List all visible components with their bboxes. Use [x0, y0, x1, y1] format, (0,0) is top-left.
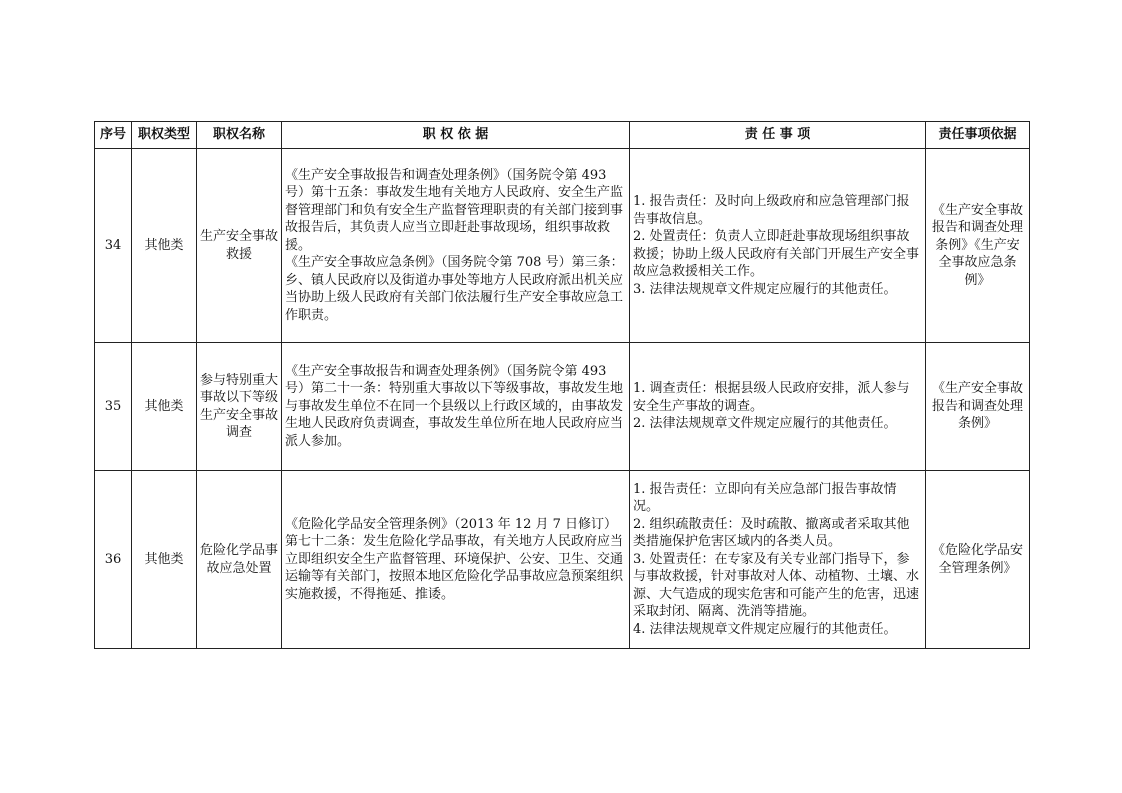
- header-name: 职权名称: [197, 122, 282, 149]
- basis-paragraph: 《生产安全事故报告和调查处理条例》（国务院令第 493 号）第二十一条：特别重大事故以下等级事故，事故发生地与事故发生单位不在同一个县级以上行政区域的，由事故发生地人民政府负责调查，事故发生单位所在地人民政府应当派人参加。: [285, 363, 624, 449]
- header-type: 职权类型: [132, 122, 197, 149]
- header-duty-basis: 责任事项依据: [926, 122, 1030, 149]
- basis-paragraph: 《生产安全事故报告和调查处理条例》（国务院令第 493 号）第十五条：事故发生地有关地方人民政府、安全生产监督管理部门和负有安全生产监督管理职责的有关部门接到事故报告后，其负责人应当立即赶赴事故现场，组织事故救援。: [285, 167, 624, 253]
- duty-item: 1. 报告责任：立即向有关应急部门报告事故情况。: [633, 481, 897, 515]
- duty-item: 2. 法律法规规章文件规定应履行的其他责任。: [633, 416, 897, 432]
- basis-paragraph: 《生产安全事故应急条例》（国务院令第 708 号）第三条：乡、镇人民政府以及街道办事处等地方人民政府派出机关应当协助上级人民政府有关部门依法履行生产安全事故应急工作职责。: [285, 255, 624, 323]
- row-seq: 36: [95, 471, 132, 649]
- row-name: 生产安全事故救援: [197, 149, 282, 343]
- authority-table: [94, 121, 1030, 649]
- table-row: [95, 149, 1030, 343]
- row-type: 其他类: [132, 343, 197, 471]
- row-seq: 34: [95, 149, 132, 343]
- basis-paragraph: 《危险化学品安全管理条例》（2013 年 12 月 7 日修订）第七十二条：发生危险化学品事故，有关地方人民政府应当立即组织安全生产监督管理、环境保护、公安、卫生、交通运输等有关部门，按照本地区危险化学品事故应急预案组织实施救援，不得拖延、推诿。: [285, 516, 624, 602]
- header-basis: 职 权 依 据: [282, 122, 630, 149]
- row-duties: [630, 343, 926, 471]
- duty-item: 2. 处置责任：负责人立即赶赴事故现场组织事故救援；协助上级人民政府有关部门开展生产安全事故应急救援相关工作。: [633, 229, 920, 279]
- row-name: 危险化学品事故应急处置: [197, 471, 282, 649]
- row-name: 参与特别重大事故以下等级生产安全事故调查: [197, 343, 282, 471]
- duty-item: 1. 调查责任：根据县级人民政府安排，派人参与安全生产事故的调查。: [633, 381, 910, 414]
- row-duty-basis: 《危险化学品安全管理条例》: [926, 471, 1030, 649]
- row-duties: [630, 471, 926, 649]
- row-seq: 35: [95, 343, 132, 471]
- row-basis: [282, 471, 630, 649]
- duty-item: 2. 组织疏散责任：及时疏散、撤离或者采取其他类措施保护危害区域内的各类人员。: [633, 516, 910, 550]
- header-seq: 序号: [95, 122, 132, 149]
- row-basis: [282, 149, 630, 343]
- row-type: 其他类: [132, 471, 197, 649]
- row-type: 其他类: [132, 149, 197, 343]
- duty-item: 3. 处置责任：在专家及有关专业部门指导下，参与事故救援，针对事故对人体、动植物、土壤、水源、大气造成的现实危害和可能产生的危害，迅速采取封闭、隔离、洗消等措施。: [633, 551, 920, 620]
- row-duty-basis: 《生产安全事故报告和调查处理条例》: [926, 343, 1030, 471]
- row-duty-basis: 《生产安全事故报告和调查处理条例》《生产安全事故应急条例》: [926, 149, 1030, 343]
- table-row: [95, 343, 1030, 471]
- table-header-row: [95, 122, 1030, 149]
- row-basis: [282, 343, 630, 471]
- row-duties: [630, 149, 926, 343]
- table-row: [95, 471, 1030, 649]
- duty-item: 1. 报告责任：及时向上级政府和应急管理部门报告事故信息。: [633, 194, 910, 227]
- duty-item: 3. 法律法规规章文件规定应履行的其他责任。: [633, 281, 897, 297]
- header-duty: 责 任 事 项: [630, 122, 926, 149]
- duty-item: 4. 法律法规规章文件规定应履行的其他责任。: [633, 621, 897, 637]
